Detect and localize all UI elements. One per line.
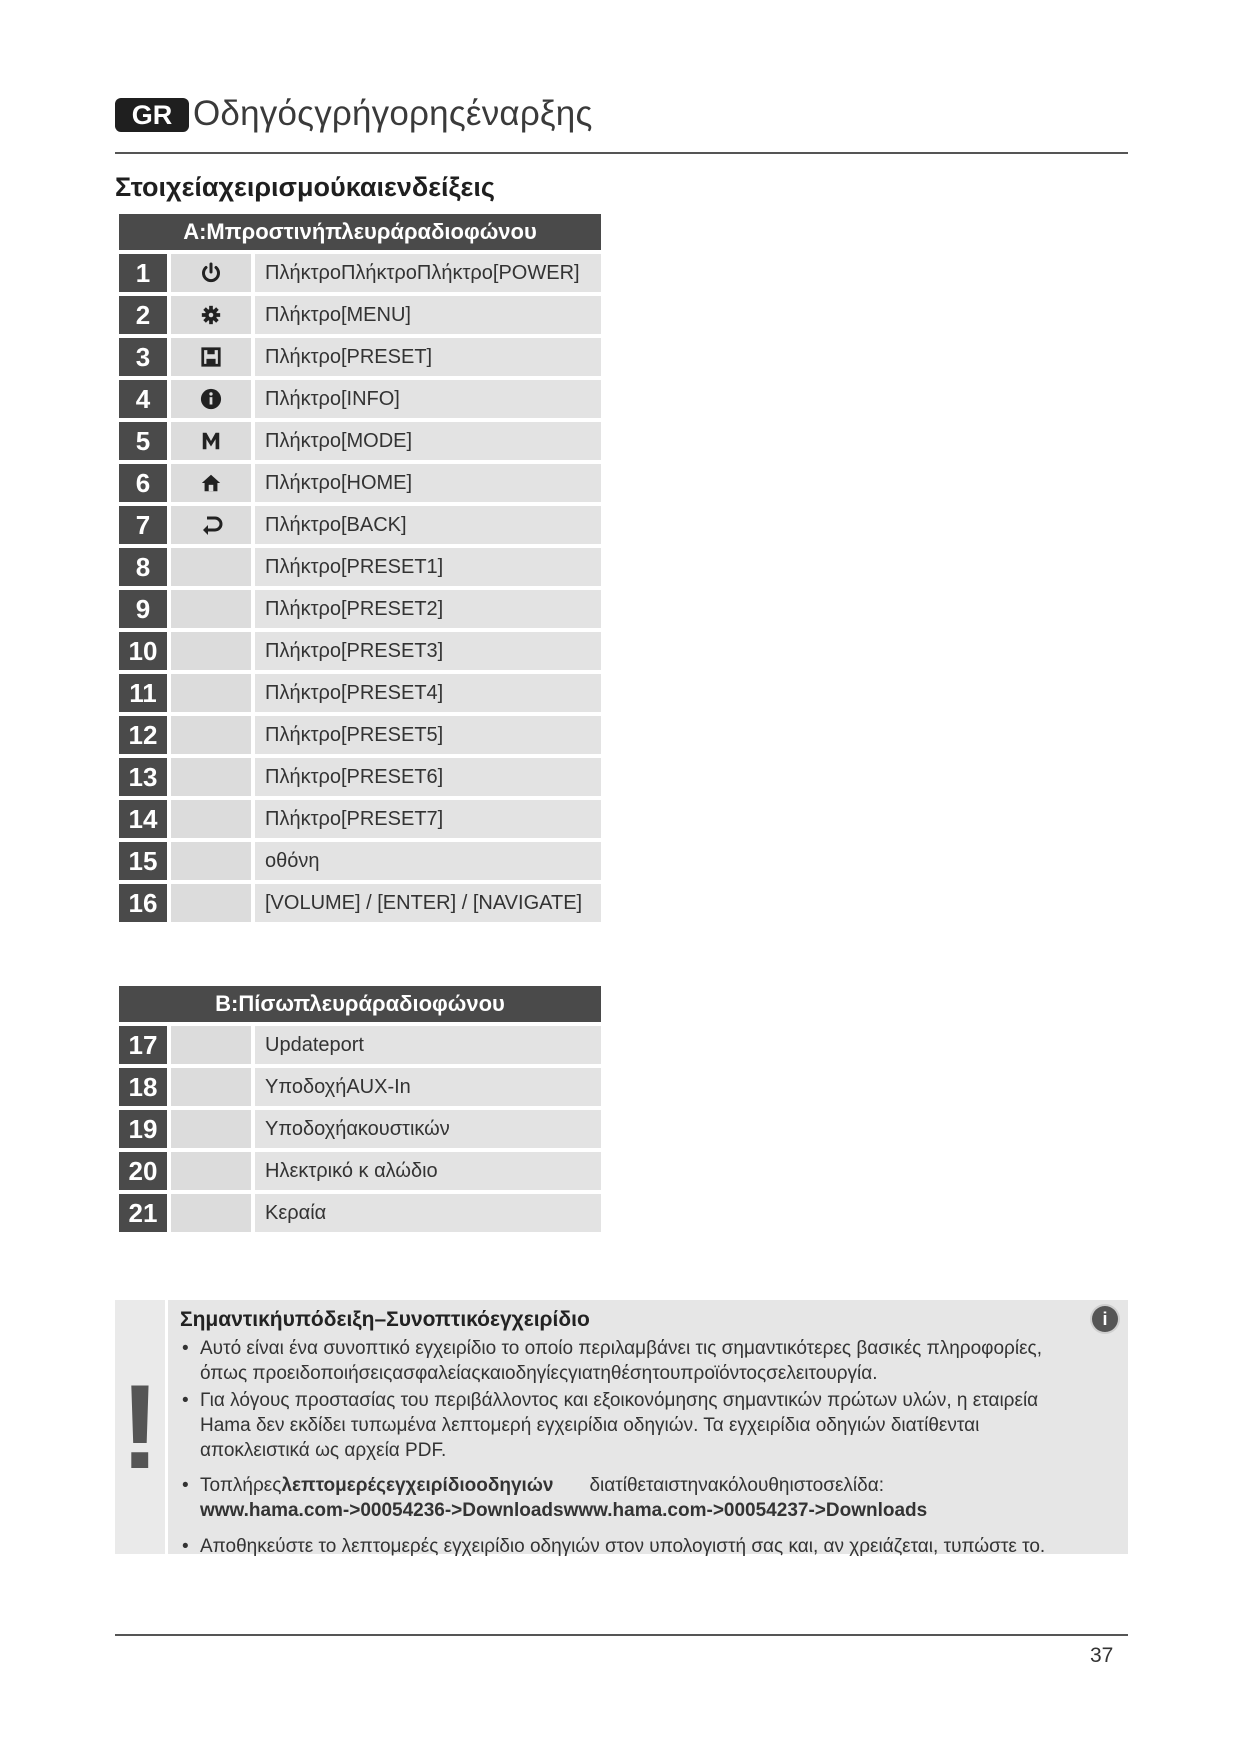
icon-cell-empty [171,548,251,586]
info-icon: i [1092,1306,1118,1332]
full-manual-bold: λεπτομερέςεγχειρίδιοοδηγιών [281,1475,554,1496]
notice-item-full-manual [180,1473,1088,1498]
row-number: 11 [119,674,167,712]
table-header-front: A:Μπροστινήπλευράραδιοφώνου [119,214,601,250]
preset-save-icon [171,338,251,376]
row-label: Πλήκτρο[HOME] [255,464,601,502]
row-label: Πλήκτρο[PRESET6] [255,758,601,796]
row-number: 9 [119,590,167,628]
footer-divider [115,1634,1128,1636]
row-label: Πλήκτρο[PRESET7] [255,800,601,838]
notice-title: Σημαντικήυπόδειξη–Συνοπτικόεγχειρίδιο [180,1308,590,1331]
row-number: 13 [119,758,167,796]
icon-cell-empty [171,1152,251,1190]
row-number: 8 [119,548,167,586]
row-label: Πλήκτρο[PRESET1] [255,548,601,586]
icon-cell-empty [171,674,251,712]
notice-item: • Αυτό είναι ένα συνοπτικό εγχειρίδιο το οποίο περιλαμβάνει τις σημαντικότερες βασικές πληροφορίες, όπως προειδοποιήσειςασφαλείαςκαιοδηγίεςγιατηθέσητουπροϊόντοςσελειτουργία. [180,1336,1088,1386]
table-row [119,1194,601,1232]
full-manual-suffix: διατίθεταιστηνακόλουθηιστοσελίδα: [589,1475,884,1496]
notice-body [180,1308,1088,1561]
power-icon [171,254,251,292]
info-icon [171,380,251,418]
table-row [119,1152,601,1190]
gear-icon [171,296,251,334]
icon-cell-empty [171,590,251,628]
row-label: Πλήκτρο[PRESET3] [255,632,601,670]
section-heading: Στοιχείαχειρισμούκαιενδείξεις [115,172,495,202]
row-label: Πλήκτρο[PRESET2] [255,590,601,628]
row-number: 14 [119,800,167,838]
row-number: 17 [119,1026,167,1064]
table-row [119,380,601,418]
row-label: Πλήκτρο[MENU] [255,296,601,334]
page-header [115,92,1128,154]
table-row [119,1110,601,1148]
table-row [119,254,601,292]
row-label: Πλήκτρο[BACK] [255,506,601,544]
table-row [119,506,601,544]
controls-table-front [119,214,601,922]
page-title: Οδηγόςγρήγορηςέναρξης [193,94,593,133]
language-badge: GR [115,98,189,132]
home-icon [171,464,251,502]
full-manual-prefix: Τοπλήρες [200,1475,282,1496]
table-row [119,716,601,754]
row-number: 18 [119,1068,167,1106]
table-row [119,296,601,334]
table-row [119,464,601,502]
row-label: Πλήκτρο[PRESET4] [255,674,601,712]
table-row [119,884,601,922]
notice-item: • Για λόγους προστασίας του περιβάλλοντος και εξοικονόμησης σημαντικών πρώτων υλών, η εταιρεία Hama δεν εκδίδει τυπωμένα λεπτομερή εγχειρίδια οδηγιών. Τα εγχειρίδια οδηγιών διατίθενται αποκλειστικά ως αρχεία PDF. [180,1388,1088,1463]
icon-cell-empty [171,884,251,922]
table-row [119,590,601,628]
icon-cell-empty [171,800,251,838]
row-label: Κεραία [255,1194,601,1232]
icon-cell-empty [171,758,251,796]
row-number: 4 [119,380,167,418]
download-links[interactable]: www.hama.com->00054236->Downloadswww.hama.com->00054237->Downloads [200,1500,928,1521]
row-number: 1 [119,254,167,292]
page-number: 37 [1090,1644,1114,1667]
row-number: 2 [119,296,167,334]
row-label: Πλήκτρο[PRESET5] [255,716,601,754]
table-row [119,632,601,670]
row-number: 7 [119,506,167,544]
row-number: 16 [119,884,167,922]
row-label: οθόνη [255,842,601,880]
icon-cell-empty [171,1194,251,1232]
row-number: 12 [119,716,167,754]
table-row [119,548,601,586]
row-number: 15 [119,842,167,880]
table-row [119,674,601,712]
row-number: 5 [119,422,167,460]
row-number: 3 [119,338,167,376]
row-label: Πλήκτρο[PRESET] [255,338,601,376]
row-label: [VOLUME] / [ENTER] / [NAVIGATE] [255,884,601,922]
warning-exclamation-icon: ! [115,1300,168,1554]
row-number: 10 [119,632,167,670]
icon-cell-empty [171,716,251,754]
back-arrow-icon [171,506,251,544]
row-label: Ηλεκτρικό κ αλώδιο [255,1152,601,1190]
row-number: 6 [119,464,167,502]
mode-m-icon [171,422,251,460]
icon-cell-empty [171,1110,251,1148]
table-row [119,1068,601,1106]
row-number: 19 [119,1110,167,1148]
row-label: Πλήκτρο[INFO] [255,380,601,418]
table-row [119,422,601,460]
notice-item: • Αποθηκεύστε το λεπτομερές εγχειρίδιο οδηγιών στον υπολογιστή σας και, αν χρειάζεται, τυπώστε το. [180,1534,1088,1559]
row-label: Updateport [255,1026,601,1064]
icon-cell-empty [171,842,251,880]
controls-table-back [119,986,601,1232]
table-row [119,758,601,796]
table-row [119,842,601,880]
row-label: Υποδοχήακουστικών [255,1110,601,1148]
table-header-back: B:Πίσωπλευράραδιοφώνου [119,986,601,1022]
row-label: Πλήκτρο[MODE] [255,422,601,460]
table-row [119,338,601,376]
icon-cell-empty [171,632,251,670]
row-label: ΥποδοχήAUX-In [255,1068,601,1106]
table-row [119,1026,601,1064]
table-row [119,800,601,838]
row-label: ΠλήκτροΠλήκτροΠλήκτρο[POWER] [255,254,601,292]
row-number: 20 [119,1152,167,1190]
icon-cell-empty [171,1068,251,1106]
icon-cell-empty [171,1026,251,1064]
important-notice-box [115,1300,1128,1557]
row-number: 21 [119,1194,167,1232]
